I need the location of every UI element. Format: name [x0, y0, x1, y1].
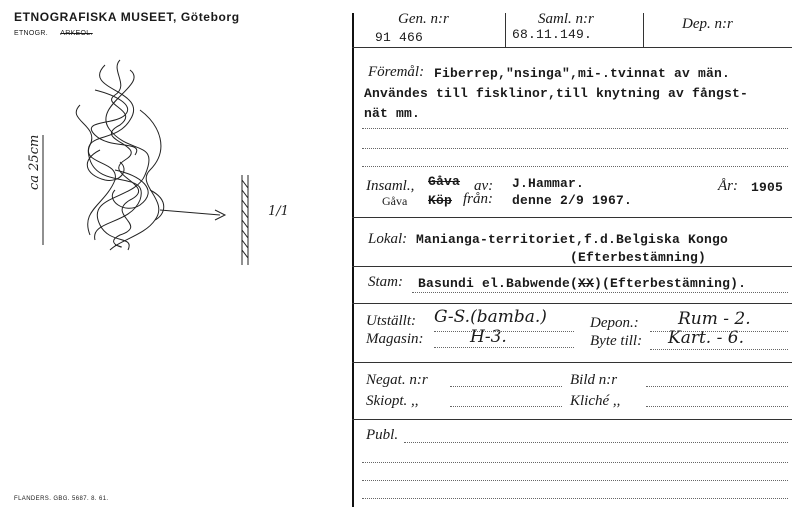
bild-label: Bild n:r	[570, 372, 618, 388]
rule	[450, 406, 562, 407]
lokal-line-2: (Efterbestämning)	[570, 250, 707, 265]
insaml-av: av:	[474, 178, 494, 194]
divider	[352, 217, 792, 218]
rule	[362, 148, 788, 149]
ar-value: 1905	[751, 180, 784, 195]
dept-etnogr: ETNOGR.	[14, 30, 48, 37]
column-separator	[643, 13, 644, 47]
rule	[362, 498, 788, 499]
byte-value: Kart. - 6.	[668, 328, 744, 348]
skiopt-label: Skiopt. ,,	[366, 393, 419, 409]
fran-label: från:	[463, 191, 493, 207]
fran-value: denne 2/9 1967.	[512, 193, 633, 208]
rule	[450, 386, 562, 387]
divider	[352, 266, 792, 267]
kliche-label: Kliché ,,	[570, 393, 621, 409]
rule	[362, 128, 788, 129]
gen-value: 91 466	[375, 30, 424, 45]
lokal-line-1: Manianga-territoriet,f.d.Belgiska Kongo	[416, 232, 729, 247]
kop-struck: Köp	[428, 193, 453, 208]
lokal-label: Lokal:	[368, 231, 408, 247]
department-line	[14, 30, 93, 37]
stam-value-a: Basundi el.Babwende(	[418, 276, 579, 291]
saml-value: 68.11.149.	[512, 27, 593, 42]
foremal-line-2: Användes till fisklinor,till knytning av fångst-	[364, 86, 749, 101]
printer-mark: FLANDERS. GBG. 5687. 8. 61.	[14, 496, 109, 502]
byte-label: Byte till:	[590, 333, 643, 349]
saml-label: Saml. n:r	[538, 11, 594, 27]
ar-label: År:	[718, 178, 738, 194]
rule	[646, 386, 788, 387]
gen-label: Gen. n:r	[398, 11, 449, 27]
gava-label: Gåva	[382, 194, 408, 208]
rope-sketch	[20, 50, 320, 280]
insaml-label: Insaml.,	[366, 178, 415, 194]
negat-label: Negat. n:r	[366, 372, 428, 388]
rule	[362, 462, 788, 463]
rule	[646, 406, 788, 407]
magasin-value: H-3.	[470, 327, 507, 347]
depon-value: Rum - 2.	[678, 309, 751, 329]
divider	[352, 419, 792, 420]
publ-label: Publ.	[366, 427, 399, 443]
size-note: ca 25cm	[27, 134, 42, 190]
rule	[650, 349, 788, 350]
rule	[362, 166, 788, 167]
column-separator	[505, 13, 506, 47]
foremal-line-1: Fiberrep,"nsinga",mi-.tvinnat av män.	[434, 66, 731, 81]
stam-value-b: )(Efterbestämning).	[594, 276, 747, 291]
foremal-line-3: nät mm.	[364, 106, 421, 121]
magasin-label: Magasin:	[366, 331, 424, 347]
rule	[650, 331, 788, 332]
rule	[434, 347, 574, 348]
utstallt-label: Utställt:	[366, 313, 417, 329]
divider	[352, 303, 792, 304]
stam-struck: XX	[578, 276, 595, 291]
rule	[362, 480, 788, 481]
utstallt-value: G-S.(bamba.)	[434, 307, 547, 327]
stam-label: Stam:	[368, 274, 403, 290]
scale-note: 1/1	[268, 204, 289, 219]
rule	[434, 331, 574, 332]
divider	[352, 362, 792, 363]
rule	[404, 442, 788, 443]
dept-arkeol: ARKEOL.	[60, 30, 93, 37]
museum-header: ETNOGRAFISKA MUSEET, Göteborg	[14, 10, 240, 24]
insaml-struck: Gåva	[428, 174, 461, 189]
insaml-value: J.Hammar.	[512, 176, 585, 191]
divider	[352, 47, 792, 48]
dep-label: Dep. n:r	[682, 16, 733, 32]
card-left-border	[352, 13, 354, 507]
foremal-label: Föremål:	[368, 64, 425, 80]
depon-label: Depon.:	[590, 315, 639, 331]
stam-value	[418, 276, 746, 291]
rule	[412, 292, 788, 293]
